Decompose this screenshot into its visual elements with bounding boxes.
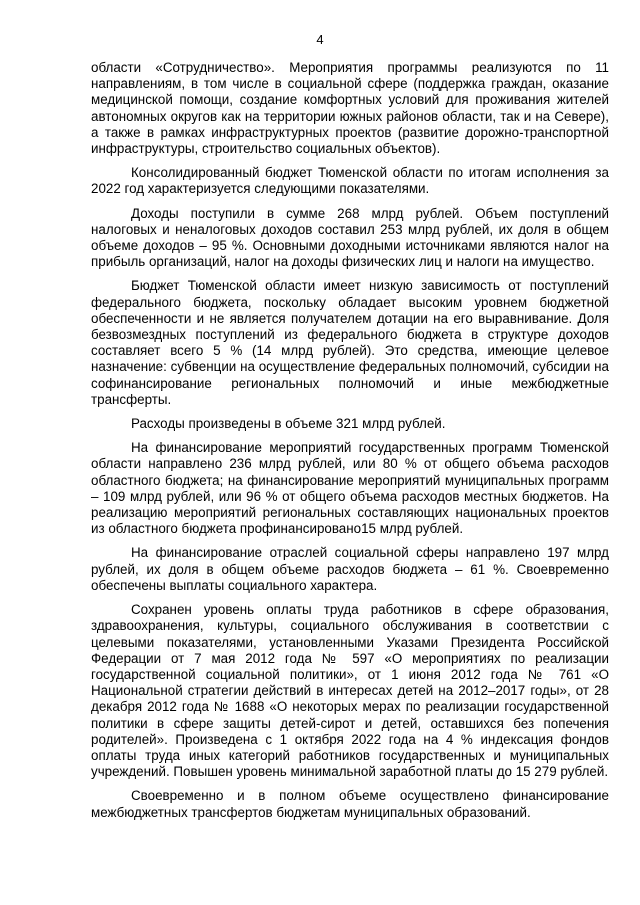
paragraph-transfers: Своевременно и в полном объеме осуществлено финансирование межбюджетных трансфертов бюджетам муниципальных образований. — [91, 788, 609, 820]
paragraph-social-sphere: На финансирование отраслей социальной сферы направлено 197 млрд рублей, их доля в общем объеме расходов бюджета – 61 %. Своевременно обеспечены выплаты социального характера. — [91, 545, 609, 593]
paragraph-state-programs: На финансирование мероприятий государственных программ Тюменской области направлено 236 млрд рублей, или 80 % от общего объема расходов областного бюджета; на финансирование мероприятий муниципальных программ – 109 млрд рублей, или 96 % от общего объема расходов местных бюджетов. На реализацию мероприятий региональных составляющих национальных проектов из областного бюджета профинансировано15 млрд рублей. — [91, 440, 609, 537]
paragraph-consolidated-budget: Консолидированный бюджет Тюменской области по итогам исполнения за 2022 год характеризуется следующими показателями. — [91, 165, 609, 197]
document-body — [91, 60, 609, 829]
paragraph-cooperation-program: области «Сотрудничество». Мероприятия программы реализуются по 11 направлениям, в том числе в социальной сфере (поддержка граждан, оказание медицинской помощи, создание комфортных условий для проживания жителей автономных округов как на территории южных районов области, так и на Севере), а также в рамках инфраструктурных проектов (развитие дорожно-транспортной инфраструктуры, строительство социальных объектов). — [91, 60, 609, 157]
paragraph-revenues: Доходы поступили в сумме 268 млрд рублей. Объем поступлений налоговых и неналоговых доходов составил 253 млрд рублей, их доля в общем объеме доходов – 95 %. Основными доходными источниками являются налог на прибыль организаций, налог на доходы физических лиц и налоги на имущество. — [91, 205, 609, 270]
paragraph-expenditures: Расходы произведены в объеме 321 млрд рублей. — [131, 416, 446, 432]
page-number: 4 — [316, 32, 324, 47]
paragraph-wages: Сохранен уровень оплаты труда работников в сфере образования, здравоохранения, культуры, социального обслуживания в соответствии с целевыми показателями, установленными Указами Президента Российской Федерации от 7 мая 2012 года № 597 «О мероприятиях по реализации государственной социальной политики», от 1 июня 2012 года № 761 «О Национальной стратегии действий в интересах детей на 2012–2017 годы», от 28 декабря 2012 года № 1688 «О некоторых мерах по реализации государственной политики в сфере защиты детей-сирот и детей, оставшихся без попечения родителей». Произведена с 1 октября 2022 года на 4 % индексация фондов оплаты труда иных категорий работников государственных и муниципальных учреждений. Повышен уровень минимальной заработной платы до 15 279 рублей. — [91, 602, 609, 780]
paragraph-federal-dependence: Бюджет Тюменской области имеет низкую зависимость от поступлений федерального бюджета, поскольку обладает высоким уровнем бюджетной обеспеченности и не является получателем дотации на его выравнивание. Доля безвозмездных поступлений из федерального бюджета в структуре доходов составляет всего 5 % (14 млрд рублей). Это средства, имеющие целевое назначение: субвенции на осуществление федеральных полномочий, субсидии на софинансирование региональных полномочий и иные межбюджетные трансферты. — [91, 278, 609, 407]
